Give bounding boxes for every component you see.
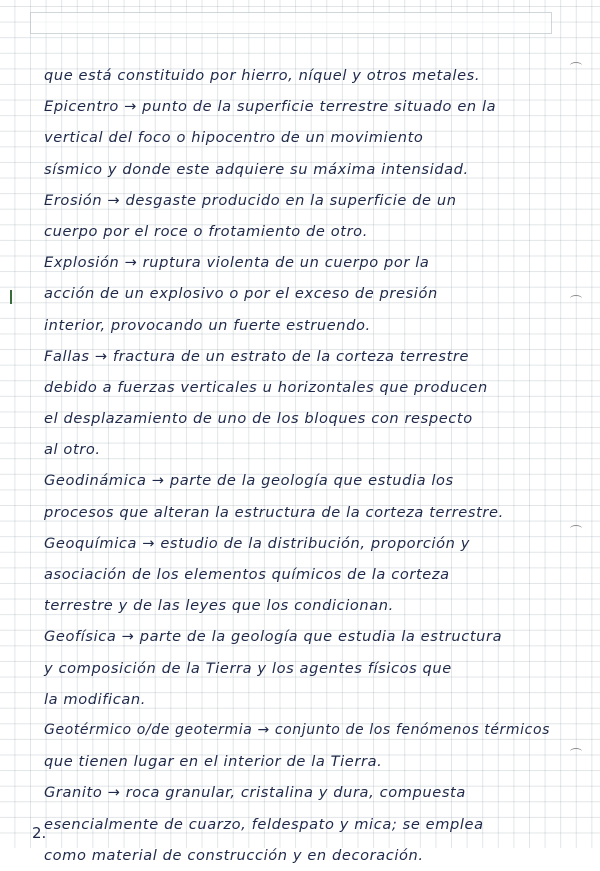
text-line: terrestre y de las leyes que los condicionan. xyxy=(44,597,394,615)
header-band xyxy=(30,12,552,34)
margin-mark xyxy=(10,290,12,304)
text-line: asociación de los elementos químicos de la corteza xyxy=(44,566,450,583)
text-line: al otro. xyxy=(44,441,101,459)
text-line: que tienen lugar en el interior de la Tierra. xyxy=(44,753,383,771)
punch-hole-mark xyxy=(570,62,582,69)
text-line: que está constituido por hierro, níquel y otros metales. xyxy=(44,67,481,84)
text-line: Fallas → fractura de un estrato de la corteza terrestre xyxy=(44,347,470,365)
text-line: Erosión → desgaste producido en la superficie de un xyxy=(44,191,457,209)
text-line: la modifican. xyxy=(44,690,146,708)
text-line: esencialmente de cuarzo, feldespato y mica; se emplea xyxy=(44,815,484,833)
text-line: acción de un explosivo o por el exceso de presión xyxy=(44,285,438,303)
text-line: Geodinámica → parte de la geología que estudia los xyxy=(44,472,454,490)
text-line: Geofísica → parte de la geología que estudia la estructura xyxy=(44,628,503,646)
text-line: Geoquímica → estudio de la distribución, proporción y xyxy=(44,534,470,552)
text-line: y composición de la Tierra y los agentes físicos que xyxy=(44,659,452,677)
text-line: como material de construcción y en decoración. xyxy=(44,846,424,864)
punch-hole-mark xyxy=(570,295,582,302)
text-line: procesos que alteran la estructura de la corteza terrestre. xyxy=(44,503,504,521)
handwritten-text xyxy=(44,60,554,871)
text-line: Epicentro → punto de la superficie terrestre situado en la xyxy=(44,98,497,116)
text-line: el desplazamiento de uno de los bloques con respecto xyxy=(44,410,473,428)
text-line: Explosión → ruptura violenta de un cuerpo por la xyxy=(44,254,430,272)
text-line: sísmico y donde este adquiere su máxima intensidad. xyxy=(44,160,469,178)
page-number: 2. xyxy=(32,824,47,842)
punch-hole-mark xyxy=(570,525,582,532)
punch-hole-mark xyxy=(570,748,582,755)
text-line: Geotérmico o/de geotermia → conjunto de los fenómenos térmicos xyxy=(44,721,551,738)
text-line: interior, provocando un fuerte estruendo. xyxy=(44,316,371,334)
text-line: vertical del foco o hipocentro de un movimiento xyxy=(44,129,424,147)
text-line: debido a fuerzas verticales u horizontales que producen xyxy=(44,378,488,396)
text-line: Granito → roca granular, cristalina y dura, compuesta xyxy=(44,784,466,802)
text-line: cuerpo por el roce o frotamiento de otro. xyxy=(44,222,368,240)
